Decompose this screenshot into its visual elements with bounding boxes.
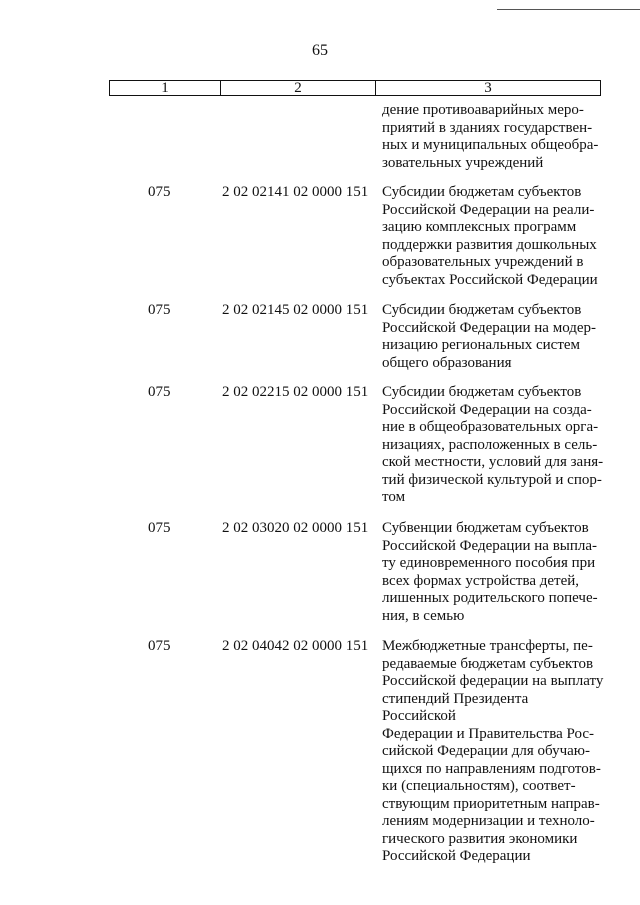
budget-code: 2 02 02215 02 0000 151 [222,384,369,400]
admin-code: 075 [148,520,171,536]
row-description: Субсидии бюджетам субъектов Российской Федерации на модер- низацию региональных систем общего образования [382,302,597,371]
header-col-3: 3 [484,80,492,96]
row-description: Субвенции бюджетам субъектов Российской Федерации на выпла- ту единовременного пособия при всех формах устройства детей, лишенных родительского попече- ния, в семью [382,520,598,624]
budget-code: 2 02 02145 02 0000 151 [222,302,369,318]
row-description: Межбюджетные трансферты, пе- редаваемые бюджетам субъектов Российской федерации на выплату стипендий Президента Российской Федерации и Правительства Рос- сийской Федерации для обучаю- щихся по направлениям подготов- ки (специальностям), соответ- ствующим приоритетным направ- лениям модернизации и техноло- гического развития экономики Российской Федерации [382,638,604,864]
row-description: Субсидии бюджетам субъектов Российской Федерации на реали- зацию комплексных программ поддержки развития дошкольных образовательных учреждений в субъектах Российской Федерации [382,184,598,288]
admin-code: 075 [148,184,171,200]
budget-code: 2 02 02141 02 0000 151 [222,184,369,200]
admin-code: 075 [148,638,171,654]
page-number: 65 [312,42,328,59]
top-rule [497,9,640,10]
row-description: Субсидии бюджетам субъектов Российской Федерации на созда- ние в общеобразовательных орга- низациях, расположенных в сель- ской местности, условий для заня- тий физической культурой и спор- том [382,384,604,505]
header-col-1: 1 [110,81,221,95]
admin-code: 075 [148,302,171,318]
admin-code: 075 [148,384,171,400]
budget-code: 2 02 04042 02 0000 151 [222,638,369,654]
table-header [109,80,601,96]
continued-description: дение противоаварийных меро- приятий в зданиях государствен- ных и муниципальных общеобра- зовательных учреждений [382,102,599,171]
budget-code: 2 02 03020 02 0000 151 [222,520,369,536]
header-col-2: 2 [221,81,376,95]
